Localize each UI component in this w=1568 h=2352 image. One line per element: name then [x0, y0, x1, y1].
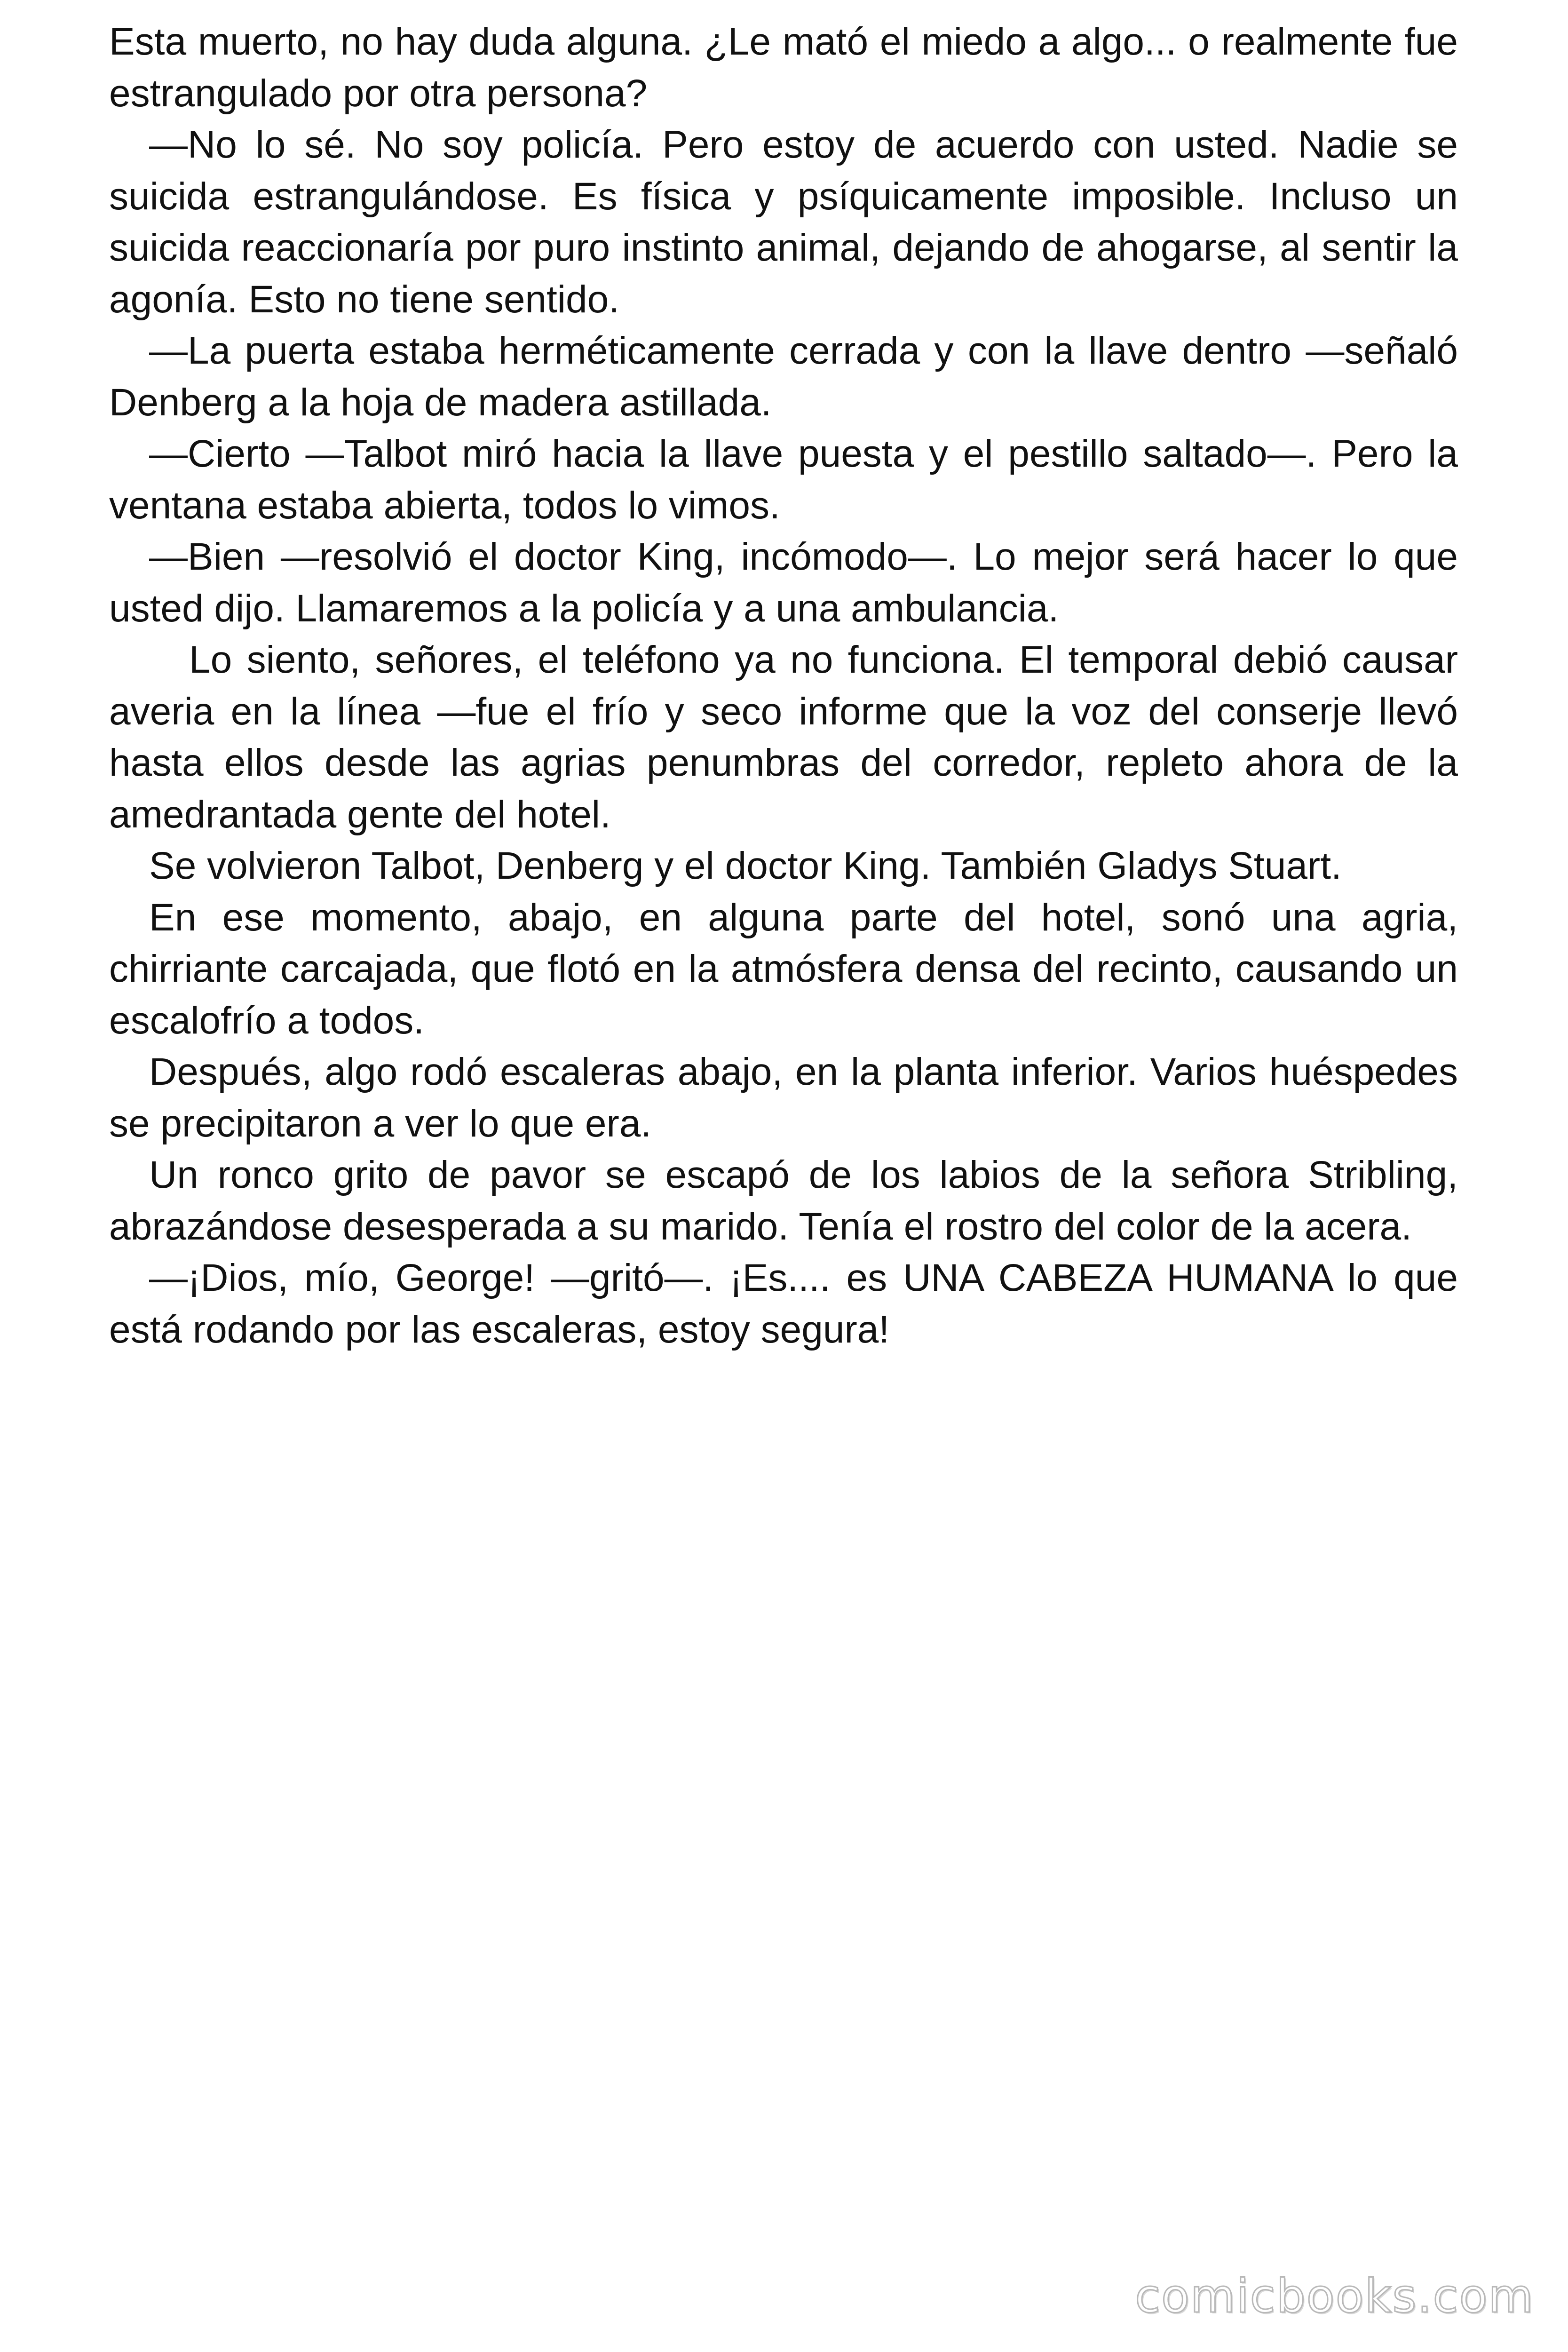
paragraph-9: Después, algo rodó escaleras abajo, en la planta inferior. Varios huéspedes se precipitaron a ver lo que era. — [109, 1050, 1458, 1145]
paragraph-1: Esta muerto, no hay duda alguna. ¿Le mató el miedo a algo... o realmente fue estrangulado por otra persona? — [109, 20, 1458, 115]
paragraph-8: En ese momento, abajo, en alguna parte del hotel, sonó una agria, chirriante carcajada, que flotó en la atmósfera densa del recinto, causando un escalofrío a todos. — [109, 896, 1458, 1042]
paragraph-6: Lo siento, señores, el teléfono ya no funciona. El temporal debió causar averia en la línea —fue el frío y seco informe que la voz del conserje llevó hasta ellos desde las agrias penumbras del corredor, repleto ahora de la amedrantada gente del hotel. — [109, 638, 1458, 836]
document-page — [109, 16, 1458, 1355]
paragraph-7: Se volvieron Talbot, Denberg y el doctor King. También Gladys Stuart. — [149, 844, 1342, 887]
paragraph-2: —No lo sé. No soy policía. Pero estoy de acuerdo con usted. Nadie se suicida estrangulándose. Es física y psíquicamente imposible. Incluso un suicida reaccionaría por puro instinto animal, dejando de ahogarse, al sentir la agonía. Esto no tiene sentido. — [109, 123, 1458, 321]
paragraph-10: Un ronco grito de pavor se escapó de los labios de la señora Stribling, abrazándose desesperada a su marido. Tenía el rostro del color de la acera. — [109, 1153, 1458, 1248]
paragraph-11: —¡Dios, mío, George! —gritó—. ¡Es.... es UNA CABEZA HUMANA lo que está rodando por las escaleras, estoy segura! — [109, 1256, 1458, 1351]
paragraph-4: —Cierto —Talbot miró hacia la llave puesta y el pestillo saltado—. Pero la ventana estaba abierta, todos lo vimos. — [109, 432, 1458, 527]
paragraph-5: —Bien —resolvió el doctor King, incómodo—. Lo mejor será hacer lo que usted dijo. Llamaremos a la policía y a una ambulancia. — [109, 535, 1458, 630]
paragraph-3: —La puerta estaba herméticamente cerrada y con la llave dentro —señaló Denberg a la hoja de madera astillada. — [109, 329, 1458, 424]
watermark-text: comicbooks.com — [1135, 2270, 1534, 2323]
